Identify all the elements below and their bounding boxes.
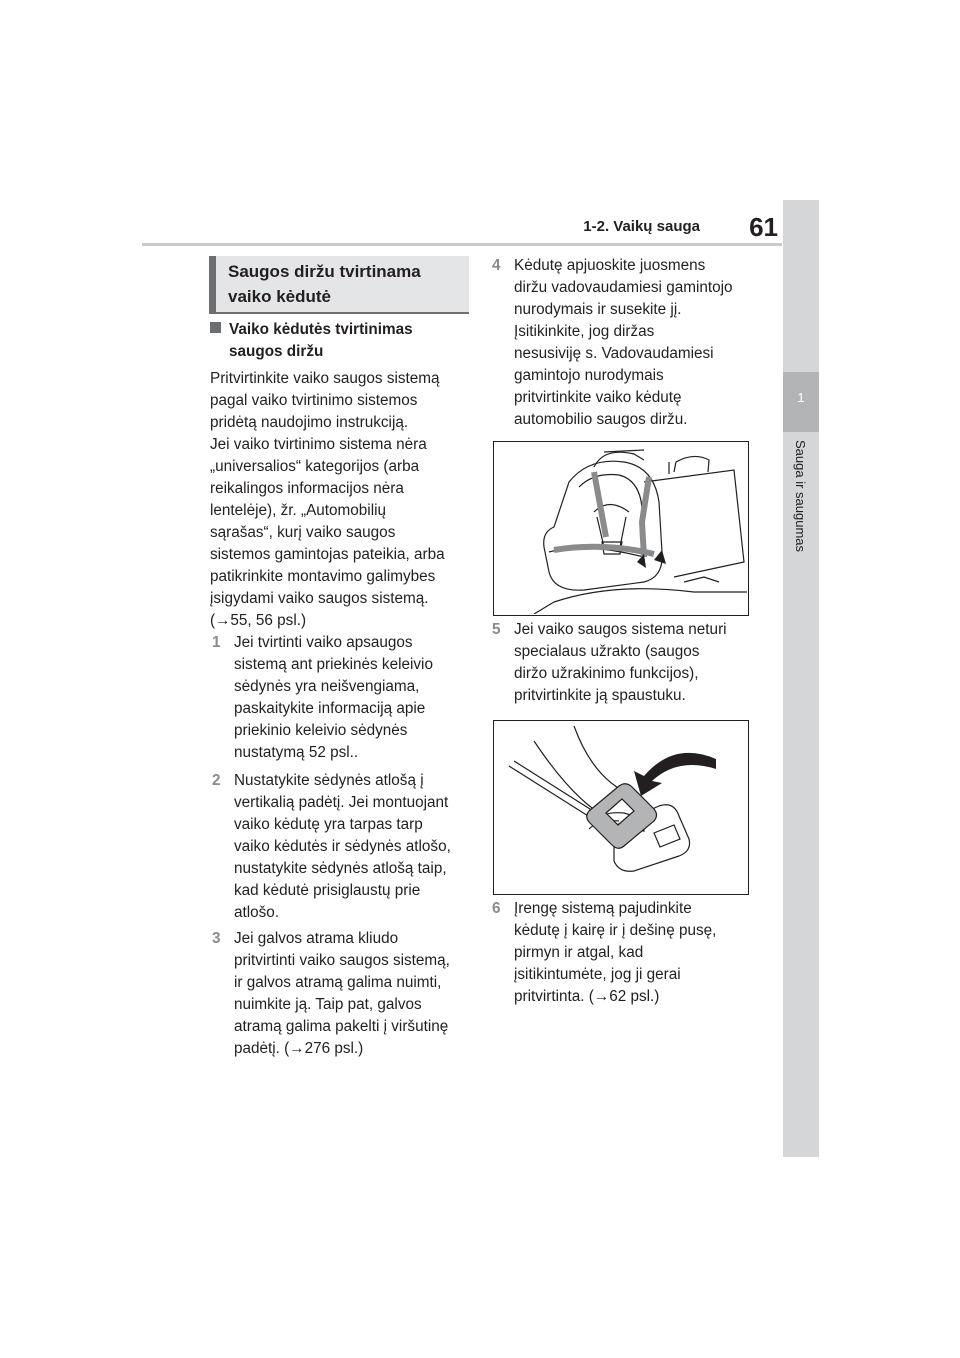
- text-line: nustatykite sėdynės atlošą taip,: [234, 860, 447, 877]
- step-5: [492, 619, 762, 711]
- text-line: nustatymą 52 psl..: [234, 744, 359, 761]
- subheading: [210, 319, 470, 363]
- step-number: 4: [492, 257, 501, 274]
- text-line: vertikalią padėtį. Jei montuojant: [234, 794, 449, 811]
- text-line: Jei tvirtinti vaiko apsaugos: [234, 634, 413, 651]
- header-divider: [142, 243, 782, 246]
- text-line: padėtį. (→276 psl.): [234, 1040, 364, 1057]
- text-line: pridėtą naudojimo instrukciją.: [210, 414, 409, 431]
- text-line: Pritvirtinkite vaiko saugos sistemą: [210, 370, 440, 387]
- text-line: pritvirtinti vaiko saugos sistemą,: [234, 952, 450, 969]
- text-line: lentelėje), žr. „Automobilių: [210, 502, 386, 519]
- text-line: nurodymais ir susekite jį.: [514, 301, 682, 318]
- text-line: reikalingos informacijos nėra: [210, 480, 404, 497]
- step-number: 6: [492, 900, 501, 917]
- text-line: nesusiviję s. Vadovaudamiesi: [514, 345, 714, 362]
- step-number: 1: [212, 634, 221, 651]
- text-line: priekinio keleivio sėdynės: [234, 722, 408, 739]
- text-line: patikrinkite montavimo galimybes: [210, 568, 436, 585]
- child-seat-drawing: [494, 442, 747, 614]
- text-line: sąrašas“, kurį vaiko saugos: [210, 524, 396, 541]
- text-line: diržo užrakinimo funkcijos),: [514, 665, 699, 682]
- text-line: pritvirtinkite vaiko kėdutę: [514, 389, 682, 406]
- chapter-number: 1: [797, 390, 805, 405]
- step-3: [212, 928, 472, 1068]
- text-line: diržu vadovaudamiesi gamintojo: [514, 279, 733, 296]
- box-title-line: vaiko kėdutė: [228, 287, 331, 306]
- text-line: specialaus užrakto (saugos: [514, 643, 700, 660]
- text-line: Įsitikinkite, jog diržas: [514, 323, 655, 340]
- intro-paragraph: [210, 368, 472, 632]
- step-number: 3: [212, 930, 221, 947]
- text-line: sistemą ant priekinės keleivio: [234, 656, 433, 673]
- subheading-line: saugos diržu: [229, 343, 324, 360]
- text-line: paskaitykite informaciją apie: [234, 700, 426, 717]
- text-line: vaiko kėdutės ir sėdynės atlošo,: [234, 838, 451, 855]
- text-line: pirmyn ir atgal, kad: [514, 944, 644, 961]
- text-line: atramą galima pakelti į viršutinę: [234, 1018, 449, 1035]
- text-line: Jei vaiko tvirtinimo sistema nėra: [210, 436, 427, 453]
- text-line: įsigydami vaiko saugos sistemą.: [210, 590, 429, 607]
- box-title-underline: [209, 312, 469, 314]
- step-2: [212, 770, 472, 930]
- text-line: kad kėdutė prisiglaustų prie: [234, 882, 421, 899]
- text-line: (→55, 56 psl.): [210, 612, 307, 629]
- step-number: 2: [212, 772, 221, 789]
- text-line: vaiko kėdutę yra tarpas tarp: [234, 816, 423, 833]
- chapter-tab-strip: [783, 200, 819, 1157]
- subheading-line: Vaiko kėdutės tvirtinimas: [229, 321, 413, 338]
- text-line: kėdutę į kairę ir į dešinę pusę,: [514, 922, 717, 939]
- locking-clip-drawing: [494, 721, 747, 893]
- text-line: pritvirtinta. (→62 psl.): [514, 988, 660, 1005]
- text-line: pagal vaiko tvirtinimo sistemos: [210, 392, 418, 409]
- box-title: [209, 256, 469, 312]
- text-line: automobilio saugos diržu.: [514, 411, 688, 428]
- page-number: 61: [749, 212, 778, 242]
- text-line: ir galvos atramą galima nuimti,: [234, 974, 442, 991]
- text-line: Jei galvos atrama kliudo: [234, 930, 399, 947]
- step-1: [212, 632, 472, 772]
- text-line: „universalios“ kategorijos (arba: [210, 458, 420, 475]
- text-line: Įrengę sistemą pajudinkite: [514, 900, 692, 917]
- text-line: gamintojo nurodymais: [514, 367, 664, 384]
- text-line: Jei vaiko saugos sistema neturi: [514, 621, 727, 638]
- text-line: Nustatykite sėdynės atlošą į: [234, 772, 424, 789]
- step-4: [492, 255, 762, 435]
- locking-clip-illustration: [493, 720, 749, 895]
- box-title-line: Saugos diržu tvirtinama: [228, 262, 421, 281]
- step-6: [492, 898, 762, 1013]
- text-line: Kėdutę apjuoskite juosmens: [514, 257, 706, 274]
- text-line: nuimkite ją. Taip pat, galvos: [234, 996, 422, 1013]
- text-line: įsitikintumėte, jog ji gerai: [514, 966, 681, 983]
- step-number: 5: [492, 621, 501, 638]
- text-line: sėdynės yra neišvengiama,: [234, 678, 420, 695]
- child-seat-illustration: [493, 441, 749, 616]
- text-line: sistemos gamintojas pateikia, arba: [210, 546, 445, 563]
- chapter-label: Sauga ir saugumas: [793, 440, 808, 553]
- square-bullet-icon: [210, 322, 221, 333]
- text-line: pritvirtinkite ją spaustuku.: [514, 687, 686, 704]
- text-line: atlošo.: [234, 904, 280, 921]
